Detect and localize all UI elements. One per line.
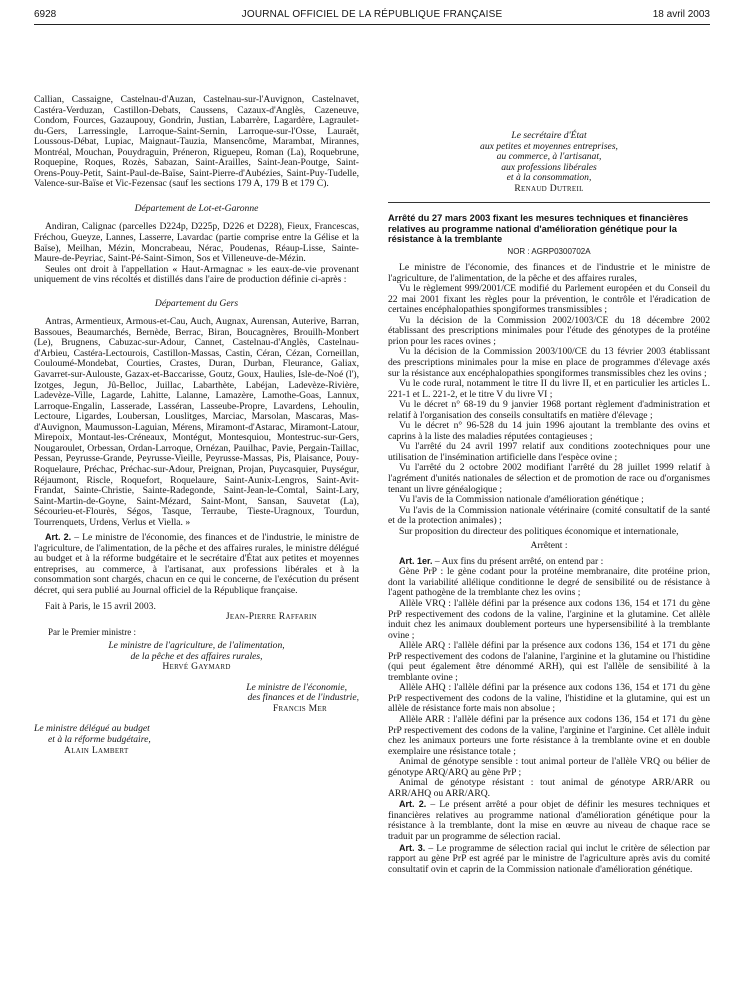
header-rule bbox=[34, 24, 710, 25]
secretary-title-1: Le secrétaire d'État bbox=[511, 130, 587, 141]
minister-budget-title-2: et à la réforme budgétaire, bbox=[48, 733, 151, 745]
minister-agriculture-title-1: Le ministre de l'agriculture, de l'alimentation, bbox=[108, 640, 285, 652]
visa-paragraph: Vu le décret n° 68-19 du 9 janvier 1968 portant règlement d'administration et relatif à l'organisation des conseils consultatifs en matière d'élevage ; bbox=[388, 399, 710, 421]
article-text: – Le présent arrêté a pour objet de définir les mesures techniques et financières relatives au programme national d'amélioration génétique pour la résistance à la tremblante, dont la mise en œuvre au niveau de chaque race se traduit par un programme de sélection racial. bbox=[388, 799, 710, 843]
right-column bbox=[388, 131, 710, 875]
definition-paragraph: Allèle VRQ : l'allèle défini par la présence aux codons 136, 154 et 171 du gène PrP respectivement des codons de la valine, l'arginine et la glutamine. Cet allèle induit chez les animaux doublement porteurs une hypersensibilité à la tremblante ovine ; bbox=[388, 598, 710, 641]
visa-paragraph: Vu l'arrêté du 24 avril 1997 relatif aux conditions zootechniques pour une utilisation de l'insémination artificielle dans l'espèce ovine ; bbox=[388, 441, 710, 463]
visa-paragraph: Le ministre de l'économie, des finances et de l'industrie et le ministre de l'agriculture, de l'alimentation, de la pêche et des affaires rurales, bbox=[388, 262, 710, 284]
page-number: 6928 bbox=[34, 9, 57, 20]
left-column bbox=[34, 95, 359, 756]
minister-economy-title-2: des finances et de l'industrie, bbox=[247, 692, 359, 704]
minister-agriculture-title-2: de la pêche et des affaires rurales, bbox=[130, 650, 263, 662]
visa-paragraph: Vu l'avis de la Commission nationale d'amélioration génétique ; bbox=[399, 494, 644, 506]
definition-paragraph: Gène PrP : le gène codant pour la protéine membranaire, dite protéine prion, dont la variabilité allélique conditionne le degré de sensibilité ou de résistance à l'agent pathogène de la tremblante chez les ovins ; bbox=[388, 566, 710, 599]
article-label: Art. 3. bbox=[399, 842, 426, 853]
issue-date: 18 avril 2003 bbox=[652, 9, 710, 20]
by-prime-minister: Par le Premier ministre : bbox=[48, 626, 136, 637]
secretary-title-4: aux professions libérales bbox=[501, 161, 597, 173]
definition-paragraph: Allèle ARR : l'allèle défini par la présence aux codons 136, 154 et 171 du gène PrP respectivement des codons de la valine, l'arginine et l'arginine. Cet allèle induit chez les animaux porteurs une forte résistance à la tremblante ovine et en double exemplaire une résistance totale ; bbox=[388, 714, 710, 757]
communes-list-intro: Callian, Cassaigne, Castelnau-d'Auzan, Castelnau-sur-l'Auvignon, Castelnavet, Castéra-Verduzan, Castillon-Debats, Caussens, Cazaux-d'Anglès, Cazeneuve, Condom, Fources, Gazaupouy, Gondrin, Justian, Labarrère, Lagardère, Lagraulet-du-Gers, Larressingle, Larroque-Saint-Sernin, Larroque-sur-l'Osse, Lauraët, Loussous-Débat, Lupiac, Maignaut-Tauzia, Mansencôme, Marambat, Mirannes, Montréal, Mouchan, Pouydraguin, Préneron, Riguepeu, Roman (La), Roquebrune, Roquepine, Roques, Rozès, Sabazan, Saint-Arailles, Saint-Jean-Poutge, Saint-Orens-Pouy-Petit, Saint-Paul-de-Baïse, Saint-Pierre-d'Aubézies, Saint-Puy-Tudelle, Valence-sur-Baïse et Vic-Fezensac (sauf les sections 179 A, 179 B et 179 C). bbox=[34, 94, 359, 190]
communes-list-lot-et-garonne: Andiran, Calignac (parcelles D224p, D225p, D226 et D228), Fieux, Francescas, Fréchou, Gueyze, Lannes, Lasserre, Lavardac (partie comprise entre la Gélise et la Baïse), Meilhan, Mézin, Moncrabeau, Nérac, Poudenas, Réaup-Lisse, Sainte-Maure-de-Peyriac, Saint-Pé-Saint-Simon, Sos et Villeneuve-de-Mézin. bbox=[34, 221, 359, 265]
arretent-heading: Arrêtent : bbox=[530, 540, 568, 552]
arrete-title: Arrêté du 27 mars 2003 fixant les mesures techniques et financières relatives au programme national d'amélioration génétique pour la résistance à la tremblante bbox=[388, 213, 689, 245]
page-header bbox=[34, 9, 710, 23]
signature-date: Fait à Paris, le 15 avril 2003. bbox=[45, 600, 156, 612]
visa-paragraph: Vu la décision de la Commission 2002/1003/CE du 18 décembre 2002 établissant des prescriptions minimales pour l'étude des génotypes de la protéine prion pour les races ovines ; bbox=[388, 314, 710, 347]
department-heading-gers: Département du Gers bbox=[154, 297, 239, 309]
visa-paragraph: Vu l'avis de la Commission nationale vétérinaire (comité consultatif de la santé et de la protection animales) ; bbox=[388, 504, 710, 527]
definition-paragraph: Allèle ARQ : l'allèle défini par la présence aux codons 136, 154 et 171 du gène PrP respectivement des codons de l'alanine, l'arginine et la glutamine ou l'histidine (qui peut également être dénommé ARH), qui est l'allèle de sensibilité à la tremblante ovine ; bbox=[388, 640, 710, 683]
visa-paragraph: Vu la décision de la Commission 2003/100/CE du 13 février 2003 établissant des prescriptions minimales pour la mise en place de programmes d'élevage axés sur la résistance aux encéphalopathies spongiformes transmissibles chez les ovins ; bbox=[388, 346, 710, 379]
signatory-economy: Francis Mer bbox=[272, 702, 327, 714]
visa-paragraph: Vu l'arrêté du 2 octobre 2002 modifiant l'arrêté du 28 juillet 1999 relatif à l'agrément d'unités nationales de sélection et de promotion de race ou d'organismes tenant un livre généalogique ; bbox=[388, 462, 710, 495]
secretary-title-3: au commerce, à l'artisanat, bbox=[496, 151, 602, 163]
visa-paragraph: Vu le code rural, notamment le titre II du livre II, et en particulier les articles L. 221-1 et L. 221-2, et le titre V du livre VI ; bbox=[388, 378, 710, 400]
article-text: – Le ministre de l'économie, des finances et de l'industrie, le ministre de l'agriculture, de l'alimentation, de la pêche et des affaires rurales, le ministre délégué au budget et à la réforme budgétaire et le secrétaire d'État aux petites et moyennes entreprises, au commerce, à l'artisanat, aux professions libérales et à la consommation sont chargés, chacun en ce qui le concerne, de l'exécution du présent décret, qui sera publié au Journal officiel de la République française. bbox=[34, 532, 359, 596]
article-label: Art. 2. bbox=[45, 532, 72, 543]
signatory-agriculture: Hervé Gaymard bbox=[162, 661, 231, 673]
signatory-prime-minister: Jean-Pierre Raffarin bbox=[225, 611, 317, 623]
visa-paragraph: Vu le décret n° 96-528 du 14 juin 1996 ajoutant la tremblante des ovins et caprins à la liste des maladies réputées contagieuses ; bbox=[388, 420, 710, 442]
article-label: Art. 1er. bbox=[399, 555, 433, 566]
visa-paragraph: Sur proposition du directeur des politiques économique et internationale, bbox=[399, 525, 679, 537]
article-text: – Aux fins du présent arrêté, on entend par : bbox=[432, 555, 604, 567]
article-3 bbox=[388, 843, 710, 876]
secretary-title-5: et à la consommation, bbox=[506, 172, 592, 184]
signatory-secretary: Renaud Dutreil bbox=[514, 182, 584, 194]
article-2 bbox=[388, 799, 710, 842]
journal-title: JOURNAL OFFICIEL DE LA RÉPUBLIQUE FRANÇAISE bbox=[241, 9, 503, 20]
section-divider bbox=[388, 202, 710, 203]
article-text: – Le programme de sélection racial qui inclut le critère de sélection par rapport au gène PrP est agréé par le ministre de l'agriculture après avis du comité consultatif ovin et caprin de la Commission nationale d'amélioration génétique. bbox=[388, 842, 710, 875]
definition-paragraph: Animal de génotype résistant : tout animal de génotype ARR/ARR ou ARR/AHQ ou ARR/ARQ. bbox=[388, 777, 710, 799]
secretary-title-2: aux petites et moyennes entreprises, bbox=[480, 140, 618, 152]
department-heading-lot-et-garonne: Département de Lot-et-Garonne bbox=[134, 202, 259, 214]
article-label: Art. 2. bbox=[399, 799, 427, 810]
minister-budget-title-1: Le ministre délégué au budget bbox=[34, 723, 150, 735]
minister-economy-title-1: Le ministre de l'économie, bbox=[246, 681, 347, 693]
definition-paragraph: Animal de génotype sensible : tout animal porteur de l'allèle VRQ ou bélier de génotype ARQ/ARQ au gène PrP ; bbox=[388, 756, 710, 778]
visa-paragraph: Vu le règlement 999/2001/CE modifié du Parlement européen et du Conseil du 22 mai 2001 fixant les règles pour la prévention, le contrôle et l'éradication de certaines encéphalopathies spongiformes transmissibles ; bbox=[388, 283, 710, 316]
communes-list-gers: Antras, Armentieux, Armous-et-Cau, Auch, Augnax, Aurensan, Auterive, Barran, Bassoues, Beaumarchés, Bernède, Berrac, Biran, Boucagnères, Brouilh-Monbert (Le), Brugnens, Cabuzac-sur-Adour, Cannet, Castelnau-d'Anglès, Castelnau-d'Arbieu, Castéra-Lectourois, Castillon-Massas, Castin, Céran, Cézan, Corneillan, Couloumé-Mondebat, Courties, Crastes, Duran, Durban, Fleurance, Galiax, Gavarret-sur-Aulouste, Gazax-et-Baccarisse, Goutz, Goux, Haulies, Isle-de-Noé (l'), Izotges, Jegun, Jû-Belloc, Juillac, Labarthète, Labéjan, Ladevèze-Rivière, Ladevèze-Ville, Lagarde, Lahitte, Lalanne, Lamazère, Lamothe-Goas, Lannux, Larroque-Engalin, Lasserade, Lasséran, Lasseube-Propre, Lavardens, Lehoulin, Lectoure, Ligardes, Loubersan, Louslitges, Marciac, Marsolan, Mascaras, Mas-d'Auvignon, Maumusson-Laguian, Mérens, Miramont-d'Astarac, Miramont-Latour, Mirepoix, Montaut-les-Créneaux, Montégut, Montesquiou, Montestruc-sur-Gers, Nougaroulet, Orbessan, Ordan-Larroque, Ornézan, Pauilhac, Pavie, Pergain-Taillac, Pessan, Peyrusse-Grande, Peyrusse-Vieille, Peyrusse-Massas, Pis, Plaisance, Pouy-Roquelaure, Préchac, Préchac-sur-Adour, Preignan, Projan, Puycasquier, Puységur, Réjaumont, Riscle, Roquefort, Roquelaure, Saint-Aunix-Lengros, Saint-Avit-Frandat, Sainte-Christie, Sainte-Radegonde, Saint-Jean-le-Comtal, Saint-Lary, Saint-Martin-de-Goyne, Saint-Mézard, Saint-Mont, Sansan, Sauvetat (La), Sécourieu-et-Flourès, Ségos, Tasque, Terraube, Tieste-Uragnoux, Tourdun, Tourrenquets, Urdens, Verlus et Viella. » bbox=[34, 316, 359, 528]
eaux-de-vie-paragraph: Seules ont droit à l'appellation « Haut-Armagnac » les eaux-de-vie provenant uniquement de vins récoltés et distillés dans l'aire de production définie ci-après : bbox=[34, 263, 359, 286]
signatory-budget: Alain Lambert bbox=[64, 744, 129, 756]
definition-paragraph: Allèle AHQ : l'allèle défini par la présence aux codons 136, 154 et 171 du gène PrP respectivement des codons de la valine, l'histidine et la glutamine, qui est un allèle de résistance forte mais non absolue ; bbox=[388, 682, 710, 715]
article-2-decree bbox=[34, 532, 359, 596]
nor-reference: NOR : AGRP0300702A bbox=[507, 246, 591, 256]
